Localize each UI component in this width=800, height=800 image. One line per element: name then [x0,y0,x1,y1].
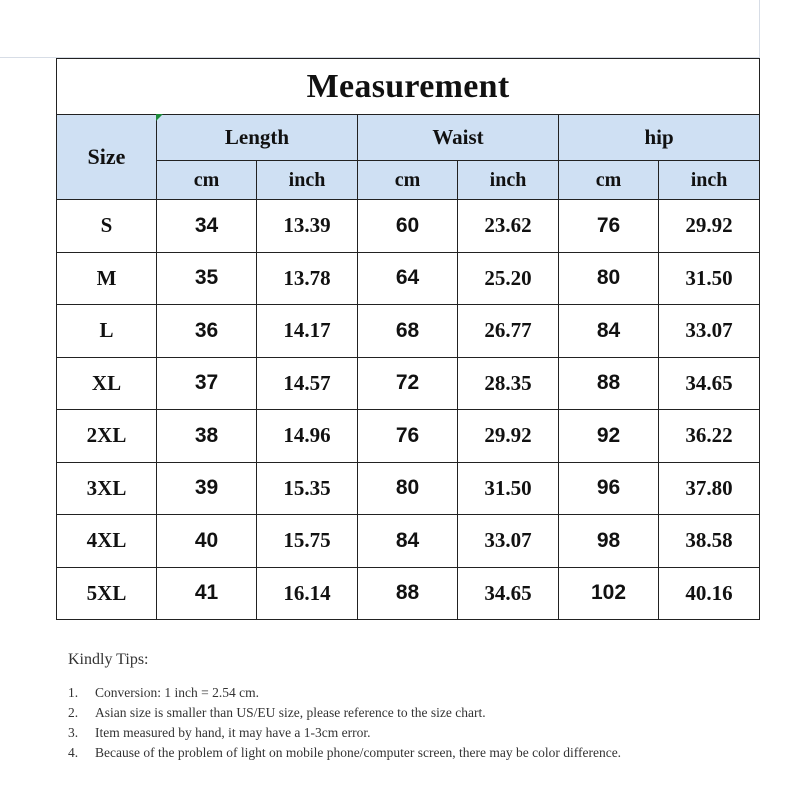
size-header: Size [57,115,157,200]
unit-header: cm [358,161,458,200]
tip-number: 1. [68,685,79,700]
size-cell: 5XL [57,567,157,620]
unit-header: inch [458,161,559,200]
unit-header: cm [157,161,257,200]
length-cm-cell: 36 [157,305,257,358]
unit-header: cm [559,161,659,200]
table-row [57,200,760,253]
tips-list [68,683,758,763]
waist-inch-cell: 33.07 [458,515,559,568]
waist-inch-cell: 25.20 [458,252,559,305]
right-divider-line [759,0,760,58]
size-cell: 3XL [57,462,157,515]
length-cm-cell: 38 [157,410,257,463]
hip-inch-cell: 40.16 [659,567,760,620]
length-inch-cell: 15.35 [257,462,358,515]
measurement-table [56,58,760,620]
table-title: Measurement [57,59,760,115]
waist-cm-cell: 68 [358,305,458,358]
waist-inch-cell: 29.92 [458,410,559,463]
unit-header: inch [257,161,358,200]
waist-inch-cell: 34.65 [458,567,559,620]
tip-item [68,743,758,763]
hip-cm-cell: 92 [559,410,659,463]
length-header: Length [157,115,358,161]
table-body [57,200,760,620]
table-row [57,567,760,620]
table-row [57,357,760,410]
hip-cm-cell: 80 [559,252,659,305]
length-inch-cell: 16.14 [257,567,358,620]
tip-number: 2. [68,705,79,720]
tips-title: Kindly Tips: [68,651,149,668]
hip-inch-cell: 36.22 [659,410,760,463]
table-row [57,515,760,568]
length-cm-cell: 39 [157,462,257,515]
waist-inch-cell: 31.50 [458,462,559,515]
size-cell: L [57,305,157,358]
length-inch-cell: 14.96 [257,410,358,463]
waist-cm-cell: 60 [358,200,458,253]
size-cell: M [57,252,157,305]
hip-inch-cell: 37.80 [659,462,760,515]
hip-inch-cell: 34.65 [659,357,760,410]
waist-inch-cell: 26.77 [458,305,559,358]
table-row [57,305,760,358]
hip-cm-cell: 102 [559,567,659,620]
hip-inch-cell: 38.58 [659,515,760,568]
waist-cm-cell: 88 [358,567,458,620]
tip-text: Item measured by hand, it may have a 1-3cm error. [95,725,371,740]
hip-cm-cell: 96 [559,462,659,515]
hip-inch-cell: 29.92 [659,200,760,253]
hip-inch-cell: 33.07 [659,305,760,358]
length-inch-cell: 13.78 [257,252,358,305]
size-cell: 2XL [57,410,157,463]
tip-number: 4. [68,745,79,760]
unit-header: inch [659,161,760,200]
length-cm-cell: 34 [157,200,257,253]
length-inch-cell: 14.57 [257,357,358,410]
waist-cm-cell: 84 [358,515,458,568]
length-cm-cell: 37 [157,357,257,410]
tip-text: Asian size is smaller than US/EU size, please reference to the size chart. [95,705,486,720]
waist-header: Waist [358,115,559,161]
tip-item [68,703,758,723]
tip-item [68,683,758,703]
tip-text: Because of the problem of light on mobile phone/computer screen, there may be color difference. [95,745,622,760]
tips-section [68,651,758,763]
length-cm-cell: 41 [157,567,257,620]
tip-text: Conversion: 1 inch = 2.54 cm. [95,685,259,700]
tip-item [68,723,758,743]
cell-marker-triangle [156,114,163,121]
waist-cm-cell: 80 [358,462,458,515]
table-row [57,252,760,305]
length-inch-cell: 13.39 [257,200,358,253]
size-cell: 4XL [57,515,157,568]
hip-cm-cell: 84 [559,305,659,358]
size-cell: S [57,200,157,253]
waist-inch-cell: 28.35 [458,357,559,410]
waist-inch-cell: 23.62 [458,200,559,253]
hip-cm-cell: 76 [559,200,659,253]
tip-number: 3. [68,725,79,740]
waist-cm-cell: 72 [358,357,458,410]
length-cm-cell: 40 [157,515,257,568]
table-row [57,462,760,515]
size-cell: XL [57,357,157,410]
table-row [57,410,760,463]
waist-cm-cell: 64 [358,252,458,305]
length-cm-cell: 35 [157,252,257,305]
hip-header: hip [559,115,760,161]
hip-inch-cell: 31.50 [659,252,760,305]
hip-cm-cell: 88 [559,357,659,410]
length-inch-cell: 15.75 [257,515,358,568]
waist-cm-cell: 76 [358,410,458,463]
hip-cm-cell: 98 [559,515,659,568]
length-inch-cell: 14.17 [257,305,358,358]
